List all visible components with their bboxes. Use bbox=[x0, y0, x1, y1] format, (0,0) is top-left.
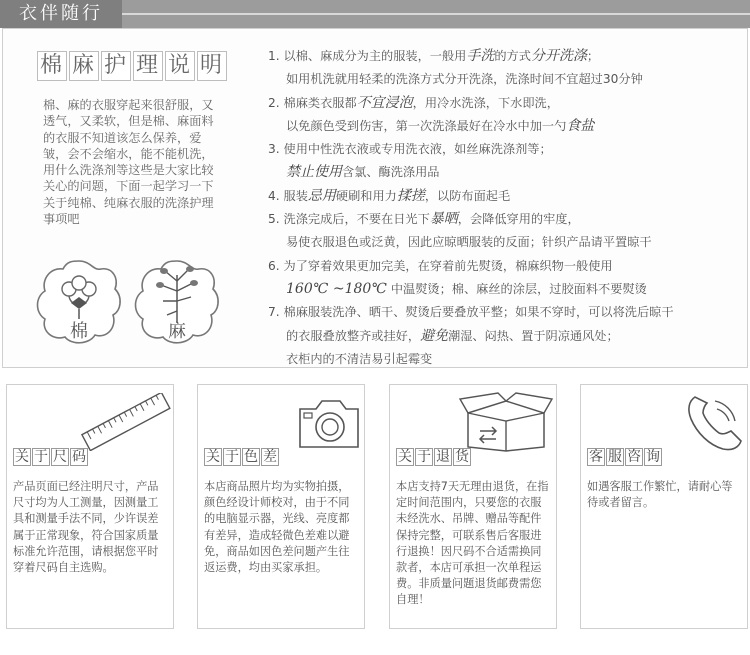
care-step-line bbox=[268, 92, 738, 115]
step-text: 4. 服装 bbox=[268, 188, 308, 203]
step-text: 含氯、酶洗涤用品 bbox=[342, 165, 440, 180]
care-intro: 棉、麻的衣服穿起来很舒服，又透气，又柔软，但是棉、麻面料的衣服不知道该怎么保养，爱皱，会不会缩水，能不能机洗，用什么洗涤剂等这些是大家比较关心的问题，下面一起学习一下关于纯棉、纯麻衣服的洗涤护理事项吧 bbox=[43, 98, 214, 227]
linen-badge bbox=[131, 257, 223, 347]
card-color-text: 本店商品照片均为实物拍摄，颜色经设计师校对，由于不同的电脑显示器，光线、亮度都有差异，造成轻微色差难以避免，商品如因色差问题产生往返运费，均由买家承担。 bbox=[204, 480, 350, 575]
care-step-line bbox=[268, 348, 738, 371]
step-text: ，以防布面起毛 bbox=[424, 188, 511, 203]
emphasis-text: 避免 bbox=[420, 327, 449, 344]
card-return-text: 本店支持7天无理由退货，在指定时间范围内，只要您的衣服未经洗水、吊牌、赠品等配件保持完整，可联系售后客服进行退换！因尺码不合适需换同款者，本店可承担一次单程运费。非质量问题退货邮费需您自理！ bbox=[396, 480, 549, 607]
ruler-icon bbox=[79, 393, 171, 451]
emphasis-text: 忌用 bbox=[307, 187, 336, 204]
emphasis-text: 不宜浸泡 bbox=[356, 94, 413, 111]
phone-icon bbox=[685, 391, 745, 453]
care-step-line bbox=[268, 208, 738, 231]
step-text: 如用机洗就用轻柔的洗涤方式分开洗涤，洗涤时间不宜超过30分钟 bbox=[286, 72, 643, 87]
care-steps-list bbox=[268, 45, 738, 371]
cotton-label: 棉 bbox=[70, 321, 88, 342]
step-text: 衣柜内的不清洁易引起霉变 bbox=[286, 351, 433, 366]
emphasis-text: 揉搓 bbox=[396, 187, 425, 204]
box-icon bbox=[458, 391, 554, 453]
care-step-line bbox=[268, 231, 738, 254]
emphasis-text: 暴晒 bbox=[429, 211, 458, 228]
card-color bbox=[197, 384, 365, 629]
card-return bbox=[389, 384, 557, 629]
step-text: 5. 洗涤完成后，不要在日光下 bbox=[268, 212, 430, 227]
step-text: 6. 为了穿着效果更加完美，在穿着前先熨烫，棉麻织物一般使用 bbox=[268, 258, 613, 273]
care-instructions-panel bbox=[2, 28, 748, 368]
step-text: 潮湿、闷热、置于阴凉通风处； bbox=[448, 328, 619, 343]
emphasis-text: 分开洗涤 bbox=[530, 48, 587, 64]
care-step-line bbox=[268, 115, 738, 138]
step-text: 3. 使用中性洗衣液或专用洗衣液，如丝麻洗涤剂等； bbox=[268, 142, 552, 157]
emphasis-text: 手洗 bbox=[466, 48, 495, 64]
step-text: 2. 棉麻类衣服都 bbox=[268, 95, 357, 110]
care-step-line bbox=[268, 185, 738, 208]
step-text: ，用冷水洗涤，下水即洗， bbox=[412, 95, 559, 110]
emphasis-text: 160℃ ~180℃ bbox=[286, 280, 387, 297]
step-text: ，会降低穿用的牢度， bbox=[457, 212, 580, 227]
care-step-line bbox=[268, 255, 738, 278]
camera-icon bbox=[296, 395, 362, 451]
step-text: 易使衣服退色或泛黄，因此应晾晒服装的反面；针织产品请平置晾干 bbox=[286, 235, 652, 250]
card-service-text: 如遇客服工作繁忙，请耐心等待或者留言。 bbox=[587, 480, 733, 510]
care-title: 棉 麻 护 理 说 明 bbox=[37, 51, 229, 81]
emphasis-text: 禁止使用 bbox=[286, 164, 342, 181]
care-step-line bbox=[268, 161, 738, 184]
card-color-title: 关 于 色 差 bbox=[206, 449, 277, 465]
step-text: 中温熨烫；棉、麻丝的涂层，过胶面料不要熨烫 bbox=[386, 281, 647, 296]
care-step-line bbox=[268, 68, 738, 91]
header-strip bbox=[0, 0, 750, 28]
step-text: 7. 棉麻服装洗净、晒干、熨烫后要叠放平整；如果不穿时，可以将洗后晾干 bbox=[268, 305, 674, 320]
step-text: 1. 以棉、麻成分为主的服装，一般用 bbox=[268, 49, 467, 63]
card-size-title: 关 于 尺 码 bbox=[15, 449, 86, 465]
care-step-line bbox=[268, 45, 738, 68]
emphasis-text: 食盐 bbox=[566, 117, 595, 134]
cotton-badge bbox=[33, 257, 125, 347]
step-text: 以免颜色受到伤害，第一次洗涤最好在冷水中加一勺 bbox=[286, 118, 567, 133]
step-text: 硬刷和用力 bbox=[335, 188, 397, 203]
card-return-title: 关 于 退 货 bbox=[398, 449, 469, 465]
step-text: 的衣服叠放整齐或挂好， bbox=[286, 328, 421, 343]
step-text: 的方式 bbox=[494, 49, 531, 63]
care-step-line bbox=[268, 325, 738, 348]
care-step-line bbox=[268, 301, 738, 324]
card-service-title: 客 服 咨 询 bbox=[589, 449, 660, 465]
linen-label: 麻 bbox=[168, 321, 186, 342]
card-size-text: 产品页面已经注明尺寸，产品尺寸均为人工测量，因测量工具和测量手法不同，少许误差属于正常现象，符合国家质量标准允许范围，请根据您平时穿着尺码自主选购。 bbox=[13, 480, 159, 575]
card-size bbox=[6, 384, 174, 629]
card-service bbox=[580, 384, 748, 629]
care-step-line bbox=[268, 138, 738, 161]
header-title: 衣伴随行 bbox=[0, 0, 122, 28]
step-text: ； bbox=[586, 49, 600, 63]
header-divider bbox=[122, 13, 750, 15]
care-step-line bbox=[268, 278, 738, 301]
